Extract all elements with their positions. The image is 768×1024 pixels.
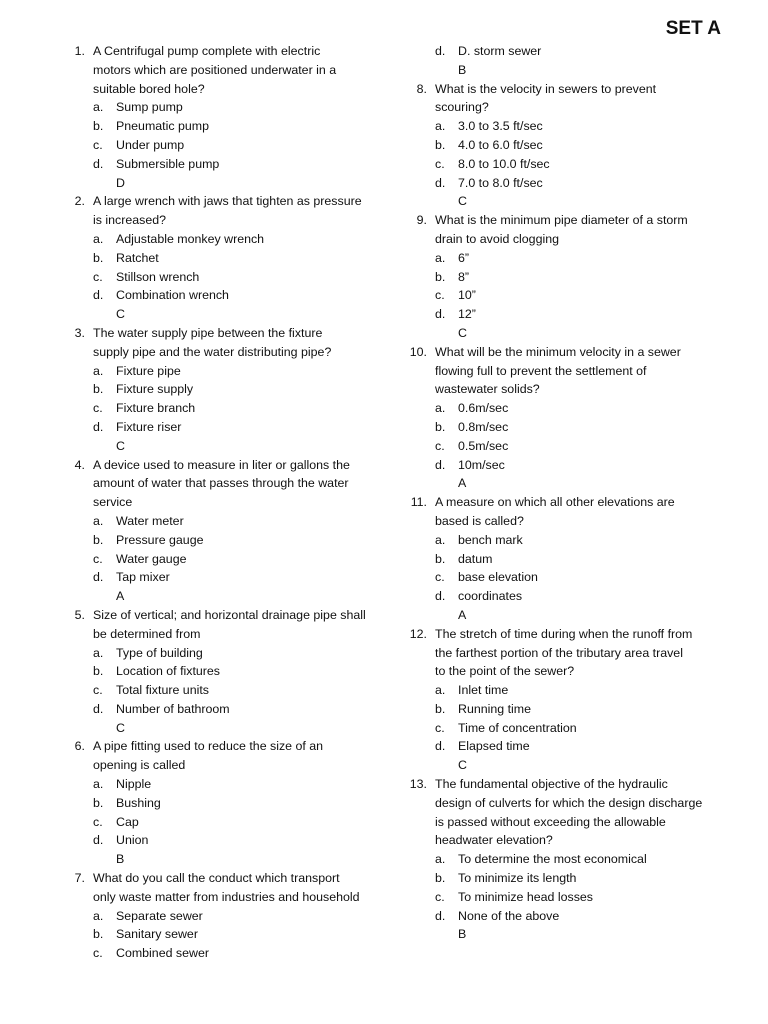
answer-option	[404, 456, 734, 475]
question-line	[404, 80, 734, 99]
question-block	[404, 343, 734, 493]
option-text: Fixture supply	[116, 382, 194, 397]
answer-option	[404, 700, 734, 719]
question-number	[62, 343, 85, 362]
question-text: scouring?	[435, 100, 489, 115]
question-line	[404, 662, 734, 681]
question-line	[62, 192, 392, 211]
question-text: is passed without exceeding the allowable	[435, 814, 666, 829]
answer-key: B	[116, 852, 125, 867]
answer-option	[404, 136, 734, 155]
option-text: Location of fixtures	[116, 664, 221, 679]
option-letter: a.	[435, 683, 446, 698]
question-text: What is the velocity in sewers to prevent	[435, 81, 657, 96]
answer-option	[62, 775, 392, 794]
option-letter: d.	[93, 156, 104, 171]
question-block	[62, 456, 392, 606]
question-number	[62, 625, 85, 644]
question-text: A large wrench with jaws that tighten as pressure	[93, 194, 362, 209]
question-block	[62, 606, 392, 738]
question-text: suitable bored hole?	[93, 81, 205, 96]
answer-option	[404, 550, 734, 569]
question-block	[62, 42, 392, 192]
answer-option	[404, 437, 734, 456]
question-block	[404, 211, 734, 343]
answer-option	[404, 286, 734, 305]
question-line	[404, 362, 734, 381]
option-text: Fixture pipe	[116, 363, 181, 378]
question-text: be determined from	[93, 626, 201, 641]
question-line	[62, 888, 392, 907]
question-line	[404, 343, 734, 362]
question-number: 1.	[74, 44, 85, 58]
answer-option	[62, 268, 392, 287]
question-number: 11.	[410, 495, 427, 510]
question-number	[404, 644, 427, 663]
question-line	[404, 211, 734, 230]
question-number: 3.	[74, 325, 85, 340]
question-text: headwater elevation?	[435, 833, 553, 848]
answer-option	[404, 117, 734, 136]
question-block	[404, 80, 734, 212]
answer-option	[404, 681, 734, 700]
option-letter: a.	[93, 231, 104, 246]
option-text: 8”	[458, 269, 470, 284]
answer-option	[404, 719, 734, 738]
option-text: 3.0 to 3.5 ft/sec	[458, 119, 543, 134]
question-line	[62, 493, 392, 512]
option-letter: b.	[93, 927, 104, 942]
option-letter: a.	[435, 401, 446, 416]
option-text: 0.8m/sec	[458, 419, 509, 434]
question-text: drain to avoid clogging	[435, 231, 559, 246]
answer-option	[62, 568, 392, 587]
answer-option	[404, 249, 734, 268]
option-letter: c.	[435, 889, 445, 904]
question-number: 9.	[416, 213, 427, 228]
answer-option	[62, 418, 392, 437]
question-text: to the point of the sewer?	[435, 664, 575, 679]
answer-key: B	[458, 62, 467, 77]
option-text: Bushing	[116, 795, 161, 810]
option-text: Time of concentration	[458, 720, 577, 735]
option-text: Pneumatic pump	[116, 119, 209, 134]
question-number: 6.	[74, 739, 85, 754]
question-text: The stretch of time during when the runoff from	[435, 626, 693, 641]
option-letter: c.	[435, 288, 445, 303]
option-letter: b.	[93, 382, 104, 397]
question-line	[404, 644, 734, 663]
option-text: Total fixture units	[116, 683, 209, 698]
option-text: Sump pump	[116, 100, 183, 115]
option-text: Stillson wrench	[116, 269, 200, 284]
question-line	[404, 813, 734, 832]
option-letter: d.	[435, 307, 446, 322]
question-number	[62, 493, 85, 512]
answer-option	[404, 155, 734, 174]
question-number: 7.	[74, 871, 85, 886]
option-letter: b.	[93, 250, 104, 265]
question-text: What do you call the conduct which transport	[93, 871, 340, 886]
question-line	[404, 831, 734, 850]
question-text: The water supply pipe between the fixture	[93, 325, 323, 340]
answer-option	[404, 531, 734, 550]
option-text: coordinates	[458, 589, 523, 604]
option-text: Elapsed time	[458, 739, 530, 754]
question-number	[404, 813, 427, 832]
option-text: Number of bathroom	[116, 701, 230, 716]
question-number	[62, 80, 85, 99]
question-line	[404, 625, 734, 644]
question-block	[404, 625, 734, 775]
answer-option	[62, 831, 392, 850]
question-number	[62, 61, 85, 80]
option-text: Type of building	[116, 645, 203, 660]
question-line	[62, 80, 392, 99]
answer-key: B	[458, 927, 467, 942]
option-text: Running time	[458, 701, 532, 716]
question-line	[404, 512, 734, 531]
answer-option	[62, 531, 392, 550]
question-number	[404, 98, 427, 117]
question-text: A Centrifugal pump complete with electric	[93, 44, 321, 58]
question-line	[404, 230, 734, 249]
answer-option	[62, 117, 392, 136]
answer-option	[62, 944, 392, 963]
question-text: The fundamental objective of the hydraulic	[435, 777, 668, 792]
answer-option	[404, 268, 734, 287]
answer-option	[62, 98, 392, 117]
question-text: is increased?	[93, 213, 167, 228]
option-text: Under pump	[116, 137, 185, 152]
question-block	[404, 42, 734, 80]
question-text: the farthest portion of the tributary area travel	[435, 645, 683, 660]
option-letter: c.	[93, 683, 103, 698]
answer-option	[62, 550, 392, 569]
answer-option	[62, 907, 392, 926]
question-number	[404, 831, 427, 850]
question-text: Size of vertical; and horizontal drainage pipe shall	[93, 607, 366, 622]
option-letter: c.	[93, 401, 103, 416]
option-text: Fixture branch	[116, 401, 196, 416]
question-number	[404, 794, 427, 813]
answer-key: C	[116, 720, 125, 735]
option-letter: c.	[435, 570, 445, 585]
answer-option	[62, 662, 392, 681]
question-number	[62, 211, 85, 230]
option-letter: d.	[435, 908, 446, 923]
question-block	[404, 493, 734, 625]
answer-key: C	[458, 758, 467, 773]
option-text: 7.0 to 8.0 ft/sec	[458, 175, 543, 190]
option-text: Inlet time	[458, 683, 509, 698]
option-letter: d.	[435, 739, 446, 754]
answer-option	[62, 249, 392, 268]
option-text: To determine the most economical	[458, 852, 647, 867]
option-text: Combined sewer	[116, 946, 209, 961]
option-text: None of the above	[458, 908, 560, 923]
option-text: 8.0 to 10.0 ft/sec	[458, 156, 550, 171]
option-letter: a.	[93, 513, 104, 528]
question-line	[62, 456, 392, 475]
answer-option	[404, 869, 734, 888]
question-block	[404, 775, 734, 944]
question-number	[404, 362, 427, 381]
answer-option	[62, 681, 392, 700]
question-number: 2.	[74, 194, 85, 209]
answer-option	[404, 399, 734, 418]
option-letter: a.	[93, 645, 104, 660]
question-line	[62, 737, 392, 756]
question-line	[404, 98, 734, 117]
question-line	[62, 42, 392, 61]
question-text: only waste matter from industries and household	[93, 889, 360, 904]
option-letter: d.	[93, 833, 104, 848]
option-text: Tap mixer	[116, 570, 170, 585]
question-block	[62, 869, 392, 963]
question-line	[62, 474, 392, 493]
question-text: flowing full to prevent the settlement of	[435, 363, 647, 378]
answer-key: A	[458, 476, 467, 491]
answer-option	[62, 794, 392, 813]
option-text: Fixture riser	[116, 419, 182, 434]
option-text: 12”	[458, 307, 476, 322]
option-text: Submersible pump	[116, 156, 220, 171]
answer-option	[62, 512, 392, 531]
answer-option	[62, 286, 392, 305]
option-letter: d.	[93, 419, 104, 434]
question-block	[62, 737, 392, 869]
question-number	[404, 512, 427, 531]
option-text: To minimize its length	[458, 871, 577, 886]
page-title: SET A	[665, 18, 721, 39]
question-number: 8.	[416, 81, 427, 96]
option-letter: d.	[93, 288, 104, 303]
question-block	[62, 192, 392, 324]
question-line	[62, 343, 392, 362]
option-letter: c.	[435, 156, 445, 171]
question-line	[404, 794, 734, 813]
option-letter: c.	[93, 814, 103, 829]
question-line	[62, 324, 392, 343]
question-line	[404, 493, 734, 512]
question-text: supply pipe and the water distributing pipe?	[93, 344, 332, 359]
answer-option	[62, 230, 392, 249]
option-letter: d.	[435, 44, 446, 58]
answer-option	[62, 925, 392, 944]
answer-key: C	[116, 438, 125, 453]
answer-option	[404, 568, 734, 587]
question-number: 4.	[74, 457, 85, 472]
question-text: What will be the minimum velocity in a sewer	[435, 344, 681, 359]
option-letter: b.	[435, 551, 446, 566]
question-text: What is the minimum pipe diameter of a storm	[435, 213, 688, 228]
option-text: Union	[116, 833, 149, 848]
right-column	[404, 42, 734, 944]
answer-option	[62, 399, 392, 418]
left-column	[62, 42, 392, 963]
answer-option	[404, 305, 734, 324]
option-letter: c.	[435, 720, 445, 735]
option-letter: a.	[93, 100, 104, 115]
option-letter: b.	[93, 532, 104, 547]
option-text: 6”	[458, 250, 470, 265]
answer-option	[62, 155, 392, 174]
option-letter: a.	[435, 119, 446, 134]
option-text: To minimize head losses	[458, 889, 593, 904]
option-letter: b.	[435, 269, 446, 284]
answer-option	[404, 907, 734, 926]
question-line	[62, 625, 392, 644]
answer-option	[404, 418, 734, 437]
question-number: 10.	[409, 344, 427, 359]
option-letter: a.	[93, 777, 104, 792]
option-text: Cap	[116, 814, 139, 829]
option-letter: c.	[93, 551, 103, 566]
option-text: 0.5m/sec	[458, 438, 509, 453]
answer-option	[62, 362, 392, 381]
question-number	[404, 380, 427, 399]
option-text: Water gauge	[116, 551, 187, 566]
answer-key: A	[458, 607, 467, 622]
option-letter: d.	[93, 570, 104, 585]
option-letter: d.	[93, 701, 104, 716]
option-letter: b.	[435, 137, 446, 152]
answer-option	[404, 174, 734, 193]
option-text: Ratchet	[116, 250, 159, 265]
option-text: 10”	[458, 288, 476, 303]
question-number	[404, 662, 427, 681]
question-number	[62, 756, 85, 775]
option-text: Pressure gauge	[116, 532, 204, 547]
option-letter: c.	[93, 137, 103, 152]
option-letter: b.	[93, 795, 104, 810]
option-text: base elevation	[458, 570, 538, 585]
option-text: Sanitary sewer	[116, 927, 198, 942]
option-letter: c.	[435, 438, 445, 453]
option-letter: a.	[435, 852, 446, 867]
answer-key: C	[458, 194, 467, 209]
answer-key: C	[116, 307, 125, 322]
option-letter: c.	[93, 269, 103, 284]
answer-option	[62, 813, 392, 832]
question-text: amount of water that passes through the water	[93, 476, 349, 491]
option-text: 10m/sec	[458, 457, 505, 472]
option-letter: a.	[435, 532, 446, 547]
option-letter: b.	[435, 701, 446, 716]
question-number	[404, 230, 427, 249]
option-letter: b.	[435, 871, 446, 886]
answer-option	[62, 700, 392, 719]
question-number: 12.	[409, 626, 427, 641]
answer-option	[404, 888, 734, 907]
question-text: A device used to measure in liter or gallons the	[93, 457, 350, 472]
question-text: wastewater solids?	[435, 382, 540, 397]
question-line	[62, 61, 392, 80]
answer-option	[62, 644, 392, 663]
question-line	[62, 756, 392, 775]
answer-key: A	[116, 589, 125, 604]
answer-option	[404, 737, 734, 756]
option-text: Water meter	[116, 513, 184, 528]
option-letter: d.	[435, 457, 446, 472]
question-block	[62, 324, 392, 456]
option-text: Combination wrench	[116, 288, 229, 303]
option-letter: c.	[93, 946, 103, 961]
answer-option	[62, 380, 392, 399]
question-number	[62, 888, 85, 907]
question-text: opening is called	[93, 758, 186, 773]
answer-option	[62, 136, 392, 155]
option-text: 4.0 to 6.0 ft/sec	[458, 137, 543, 152]
question-number	[62, 474, 85, 493]
option-letter: a.	[435, 250, 446, 265]
question-text: A pipe fitting used to reduce the size of an	[93, 739, 324, 754]
question-line	[62, 606, 392, 625]
option-letter: b.	[93, 664, 104, 679]
option-letter: b.	[93, 119, 104, 134]
question-text: A measure on which all other elevations are	[435, 495, 675, 510]
answer-option	[404, 850, 734, 869]
question-text: design of culverts for which the design discharge	[435, 795, 703, 810]
question-number: 5.	[74, 607, 85, 622]
option-letter: b.	[435, 419, 446, 434]
option-text: Separate sewer	[116, 908, 203, 923]
question-number: 13.	[409, 777, 427, 792]
question-line	[404, 380, 734, 399]
option-text: Nipple	[116, 777, 152, 792]
answer-option	[404, 42, 734, 61]
answer-option	[404, 587, 734, 606]
answer-key: C	[458, 325, 467, 340]
option-text: Adjustable monkey wrench	[116, 231, 265, 246]
option-text: bench mark	[458, 532, 523, 547]
answer-key: D	[116, 175, 125, 190]
question-line	[62, 869, 392, 888]
option-letter: d.	[435, 589, 446, 604]
option-text: datum	[458, 551, 493, 566]
question-text: motors which are positioned underwater in a	[93, 62, 337, 77]
question-text: based is called?	[435, 513, 524, 528]
option-letter: d.	[435, 175, 446, 190]
option-letter: a.	[93, 363, 104, 378]
question-line	[404, 775, 734, 794]
option-text: D. storm sewer	[458, 44, 542, 58]
question-line	[62, 211, 392, 230]
option-letter: a.	[93, 908, 104, 923]
question-text: service	[93, 495, 133, 510]
option-text: 0.6m/sec	[458, 401, 509, 416]
